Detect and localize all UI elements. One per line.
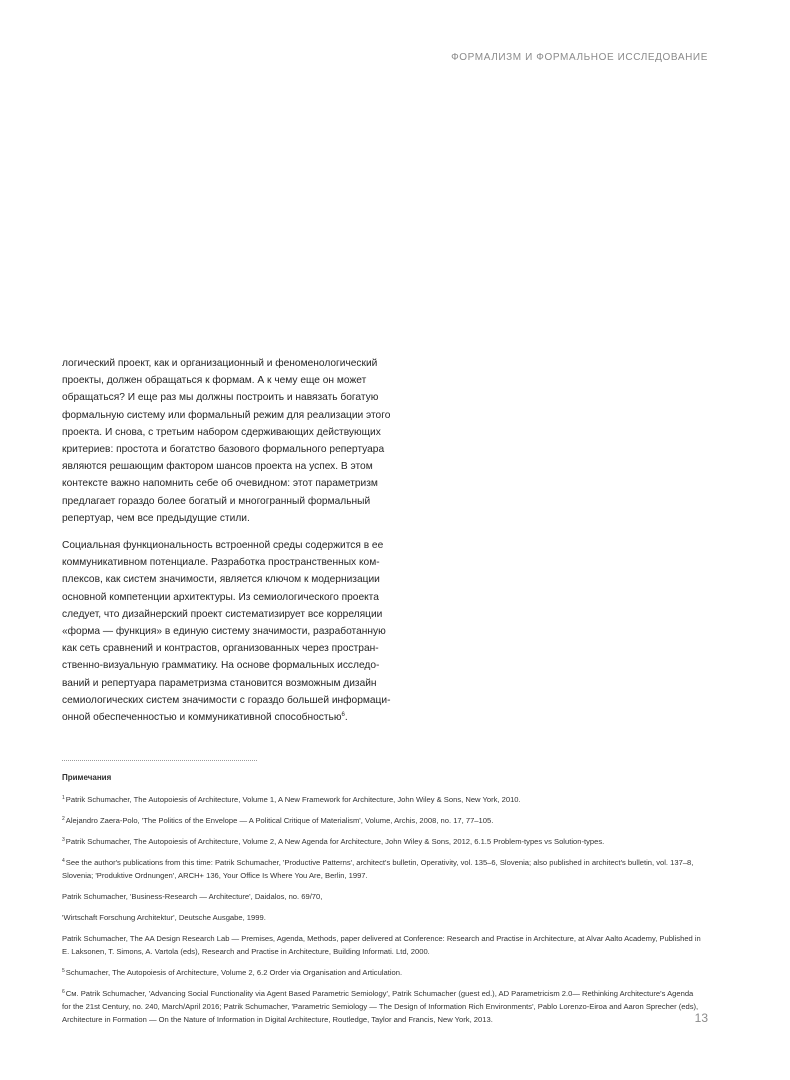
note-line bbox=[62, 793, 728, 806]
note-text: См. Patrik Schumacher, 'Advancing Social Functionality via Agent Based Parametric Semiology', Patrik Schumacher (guest ed.), AD Parametricism 2.0— Rethinking Architecture's Agenda bbox=[65, 989, 694, 998]
running-header-title: ФОРМАЛИЗМ И ФОРМАЛЬНОЕ ИССЛЕДОВАНИЕ bbox=[451, 52, 708, 63]
text-line: предлагает гораздо более богатый и многогранный формальный bbox=[62, 495, 371, 507]
note-line bbox=[62, 835, 728, 848]
paragraph-2 bbox=[62, 537, 392, 726]
note-marker: 5 bbox=[62, 968, 65, 974]
note-marker: 6 bbox=[62, 989, 65, 995]
note-line: E. Laksonen, T. Simons, A. Vartola (eds), Research and Practise in Architecture, Building Informati. Ltd, 2000. bbox=[62, 947, 430, 956]
page-number: 13 bbox=[694, 1011, 708, 1025]
text-line: плексов, как систем значимости, является ключом к модернизации bbox=[62, 574, 380, 586]
footnote-marker[interactable]: 6 bbox=[341, 712, 345, 719]
text-line: репертуар, чем все предыдущие стили. bbox=[62, 512, 250, 524]
note-item bbox=[62, 793, 728, 806]
note-marker: 3 bbox=[62, 837, 65, 843]
main-text bbox=[62, 355, 392, 736]
note-marker: 4 bbox=[62, 858, 65, 864]
text-line: являются решающим фактором шансов проекта на успех. В этом bbox=[62, 461, 373, 473]
text-line: следует, что дизайнерский проект систематизирует все корреляции bbox=[62, 608, 383, 620]
text-line: как сеть сравнений и контрастов, организованных через простран- bbox=[62, 643, 379, 655]
note-item bbox=[62, 987, 728, 1026]
note-line bbox=[62, 814, 728, 827]
text-line: основной компетенции архитектуры. Из семиологического проекта bbox=[62, 591, 379, 603]
note-item bbox=[62, 814, 728, 827]
note-line bbox=[62, 987, 728, 1000]
text-line: проекта. И снова, с третьим набором сдерживающих действующих bbox=[62, 426, 381, 438]
text-line-content: онной обеспеченностью и коммуникативной способностью bbox=[62, 712, 342, 724]
note-text: Patrik Schumacher, The Autopoiesis of Architecture, Volume 2, A New Agenda for Architecture, John Wiley & Sons, 2012, 6.1.5 Problem-types vs Solution-types. bbox=[65, 837, 605, 846]
note-line: Patrik Schumacher, The AA Design Research Lab — Premises, Agenda, Methods, paper delivered at Conference: Research and Practise in Architecture, at Alvar Aalto Academy, Published in bbox=[62, 934, 701, 943]
text-line: проекты, должен обращаться к формам. А к чему еще он может bbox=[62, 375, 367, 387]
note-line: Patrik Schumacher, 'Business-Research — Architecture', Daidalos, no. 69/70, bbox=[62, 892, 323, 901]
footnote-separator bbox=[62, 760, 257, 761]
notes-heading: Примечания bbox=[62, 773, 112, 782]
note-item bbox=[62, 835, 728, 848]
text-line: ственно-визуальную грамматику. На основе формальных исследо- bbox=[62, 660, 380, 672]
note-line: for the 21st Century, no. 240, March/April 2016; Patrik Schumacher, 'Parametric Semiology — The Design of Information Rich Environments', Pablo Lorenzo-Eiroa and Aaron Sprecher (eds), bbox=[62, 1002, 699, 1011]
text-line bbox=[62, 709, 392, 726]
note-line bbox=[62, 856, 728, 869]
note-line: Architecture in Formation — On the Nature of Information in Digital Architecture, Routledge, Taylor and Francis, New York, 2013. bbox=[62, 1015, 493, 1024]
note-text: Schumacher, The Autopoiesis of Architecture, Volume 2, 6.2 Order via Organisation and Articulation. bbox=[65, 968, 403, 977]
text-line: обращаться? И еще раз мы должны построить и навязать богатую bbox=[62, 392, 379, 404]
note-text: Patrik Schumacher, The Autopoiesis of Architecture, Volume 1, A New Framework for Architecture, John Wiley & Sons, New York, 2010. bbox=[65, 795, 521, 804]
note-item bbox=[62, 932, 728, 958]
text-line: логический проект, как и организационный и феноменологический bbox=[62, 358, 378, 369]
text-line: семиологических систем значимости с гораздо большей информаци- bbox=[62, 694, 391, 706]
note-line: 'Wirtschaft Forschung Architektur', Deutsche Ausgabe, 1999. bbox=[62, 913, 266, 922]
text-line: критериев: простота и богатство базового формального репертуара bbox=[62, 444, 385, 456]
note-text: See the author's publications from this time: Patrik Schumacher, 'Productive Patterns', architect's bulletin, Operativity, vol. 135–6, Slovenia; also published in architect's bulletin, vol. 137–8, bbox=[65, 858, 694, 867]
note-item bbox=[62, 911, 728, 924]
notes-section bbox=[62, 771, 728, 1034]
text-line: ваний и репертуара параметризма становится возможным дизайн bbox=[62, 677, 377, 689]
note-item bbox=[62, 966, 728, 979]
note-line: Slovenia; 'Produktive Ordnungen', ARCH+ 136, Your Office Is Where You Are, Berlin, 1997. bbox=[62, 871, 368, 880]
text-line: контексте важно напомнить себе об очевидном: этот параметризм bbox=[62, 478, 378, 490]
note-marker: 2 bbox=[62, 816, 65, 822]
text-line: «форма — функция» в единую систему значимости, разработанную bbox=[62, 626, 386, 638]
text-line: формальную систему или формальный режим для реализации этого bbox=[62, 409, 391, 421]
note-marker: 1 bbox=[62, 795, 65, 801]
note-item bbox=[62, 856, 728, 882]
paragraph-1 bbox=[62, 355, 392, 527]
note-text: Alejandro Zaera-Polo, 'The Politics of the Envelope — A Political Critique of Materialism', Volume, Archis, 2008, no. 17, 77–105. bbox=[65, 816, 494, 825]
text-line: Социальная функциональность встроенной среды содержится в ее bbox=[62, 540, 384, 552]
note-item bbox=[62, 890, 728, 903]
sentence-end: . bbox=[344, 712, 348, 724]
text-line: коммуникативном потенциале. Разработка пространственных ком- bbox=[62, 557, 380, 569]
note-line bbox=[62, 966, 728, 979]
